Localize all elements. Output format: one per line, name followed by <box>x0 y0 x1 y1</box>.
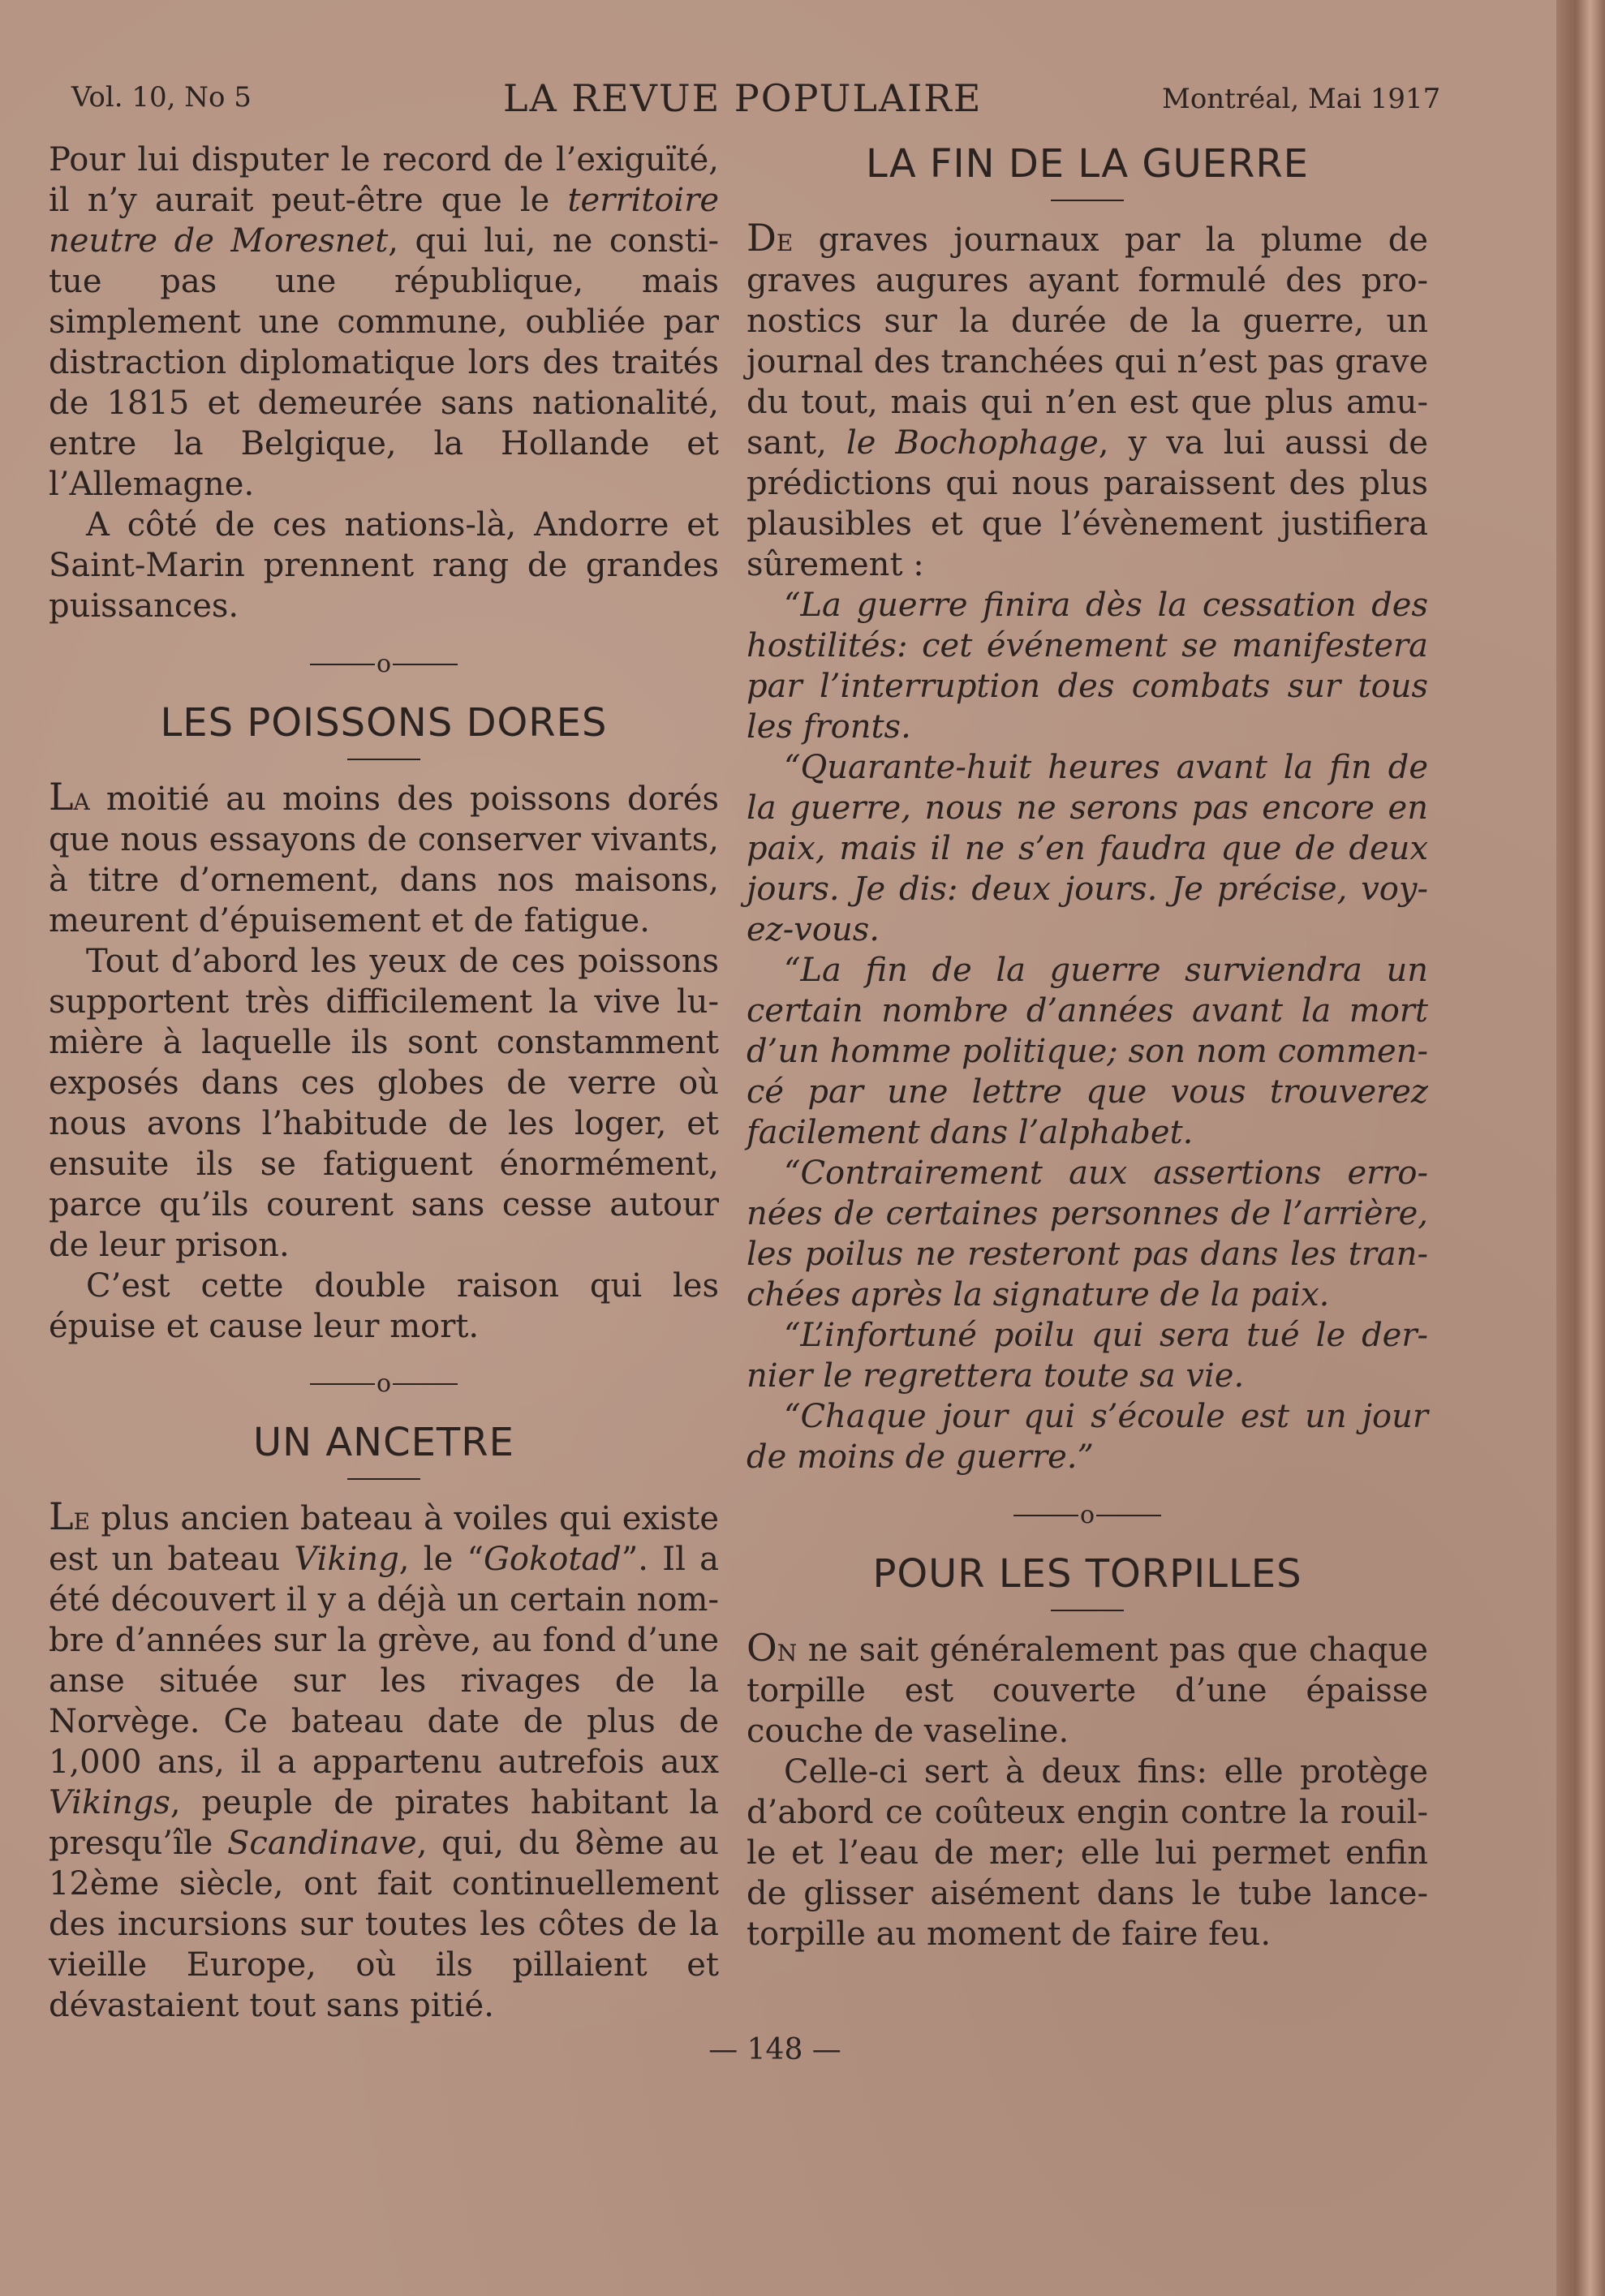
section-separator: o <box>49 1366 719 1401</box>
left-column <box>49 140 719 2026</box>
guerre-quote-5: “L’infortuné poilu qui sera tué le dernier le regrettera toute sa vie. <box>747 1317 1428 1395</box>
article-title-poissons: LES POISSONS DORES <box>160 699 608 746</box>
publication-title: LA REVUE POPULAIRE <box>503 76 983 120</box>
ancetre-paragraph: Le plus ancien bateau à voiles qui existe est un bateau Viking, le “Gokotad”. Il a été découvert il y a déjà un certain nombre d’années sur la grève, au fond d’une anse située sur les rivages de la Norvège. Ce bateau date de plus de 1,000 ans, il a appartenu autrefois aux Vikings, peuple de pirates habitant la presqu’île Scandinave, qui, du 8ème au 12ème siècle, ont fait continuellement des incursions sur toutes les côtes de la vieille Europe, où ils pillaient et dévastaient tout sans pitié. <box>49 1494 720 2024</box>
page-header <box>0 76 1566 130</box>
torpilles-paragraph-1: On ne sait généralement pas que chaque torpille est couverte d’une épaisse couche de vaseline. <box>747 1625 1428 1750</box>
guerre-quote-1: “La guerre finira dès la cessation des hostilités: cet événement se manifestera par l’interruption des combats sur tous les fronts. <box>747 587 1428 746</box>
article-title-guerre: LA FIN DE LA GUERRE <box>865 141 1310 187</box>
andorre-paragraph: A côté de ces nations-là, Andorre et Saint-Marin prennent rang de grandes puissances. <box>49 506 719 625</box>
title-rule <box>347 1478 420 1480</box>
section-separator: o <box>49 646 719 681</box>
section-separator: o <box>747 1497 1428 1532</box>
poissons-paragraph-3: C’est cette double raison qui les épuise et cause leur mort. <box>49 1266 719 1345</box>
guerre-quote-6: “Chaque jour qui s’écoule est un jour de moins de guerre.” <box>747 1398 1428 1476</box>
moresnet-paragraph: Pour lui disputer le record de l’exiguïté, il n’y aurait peut-être que le territoire neutre de Moresnet, qui lui, ne constitue pas une république, mais simplement une commune, oubliée par distraction diplomatique lors des traités de 1815 et demeurée sans nationalité, entre la Belgique, la Hollande et l’Allemagne. <box>49 141 719 503</box>
article-title-torpilles: POUR LES TORPILLES <box>872 1550 1302 1597</box>
article-title-ancetre: UN ANCETRE <box>253 1420 514 1465</box>
title-rule <box>347 759 420 760</box>
poissons-paragraph-2: Tout d’abord les yeux de ces poissons supportent très difficilement la vive lumière à laquelle ils sont constamment exposés dans ces globes de verre où nous avons l’habitude de les loger, et ensuite ils se fatiguent énormément, parce qu’ils courent sans cesse autour de leur prison. <box>49 942 719 1264</box>
volume-number: Vol. 10, No 5 <box>71 81 252 114</box>
page-edge <box>1556 0 1605 2296</box>
publication-date: Montréal, Mai 1917 <box>1162 83 1441 115</box>
guerre-quote-3: “La fin de la guerre surviendra un certain nombre d’années avant la mort d’un homme politique; son nom commencé par une lettre que vous trouverez facilement dans l’alphabet. <box>747 952 1428 1151</box>
guerre-intro-paragraph: De graves journaux par la plume de graves augures ayant formulé des pronostics sur la durée de la guerre, un journal des tranchées qui n’est pas grave du tout, mais qui n’en est que plus amusant, le Bochophage, y va lui aussi de prédictions qui nous paraissent des plus plausibles et que l’évènement justifiera sûrement : <box>747 216 1429 583</box>
poissons-paragraph-1: La moitié au moins des poissons dorés que nous essayons de conserver vivants, à titre d’ornement, dans nos maisons, meurent d’épuisement et de fatigue. <box>49 774 719 939</box>
title-rule <box>1051 200 1124 201</box>
page-number: — 148 — <box>708 2033 841 2066</box>
torpilles-paragraph-2: Celle-ci sert à deux fins: elle protège d’abord ce coûteux engin contre la rouille et l’eau de mer; elle lui permet enfin de glisser aisément dans le tube lance-torpille au moment de faire feu. <box>747 1752 1428 1953</box>
guerre-quote-2: “Quarante-huit heures avant la fin de la guerre, nous ne serons pas encore en paix, mais il ne s’en faudra que de deux jours. Je dis: deux jours. Je précise, voyez-vous. <box>747 749 1428 948</box>
title-rule <box>1051 1610 1124 1611</box>
right-column <box>747 140 1428 1954</box>
guerre-quote-4: “Contrairement aux assertions erronées de certaines personnes de l’arrière, les poilus ne resteront pas dans les tranchées après la signature de la paix. <box>747 1154 1428 1314</box>
